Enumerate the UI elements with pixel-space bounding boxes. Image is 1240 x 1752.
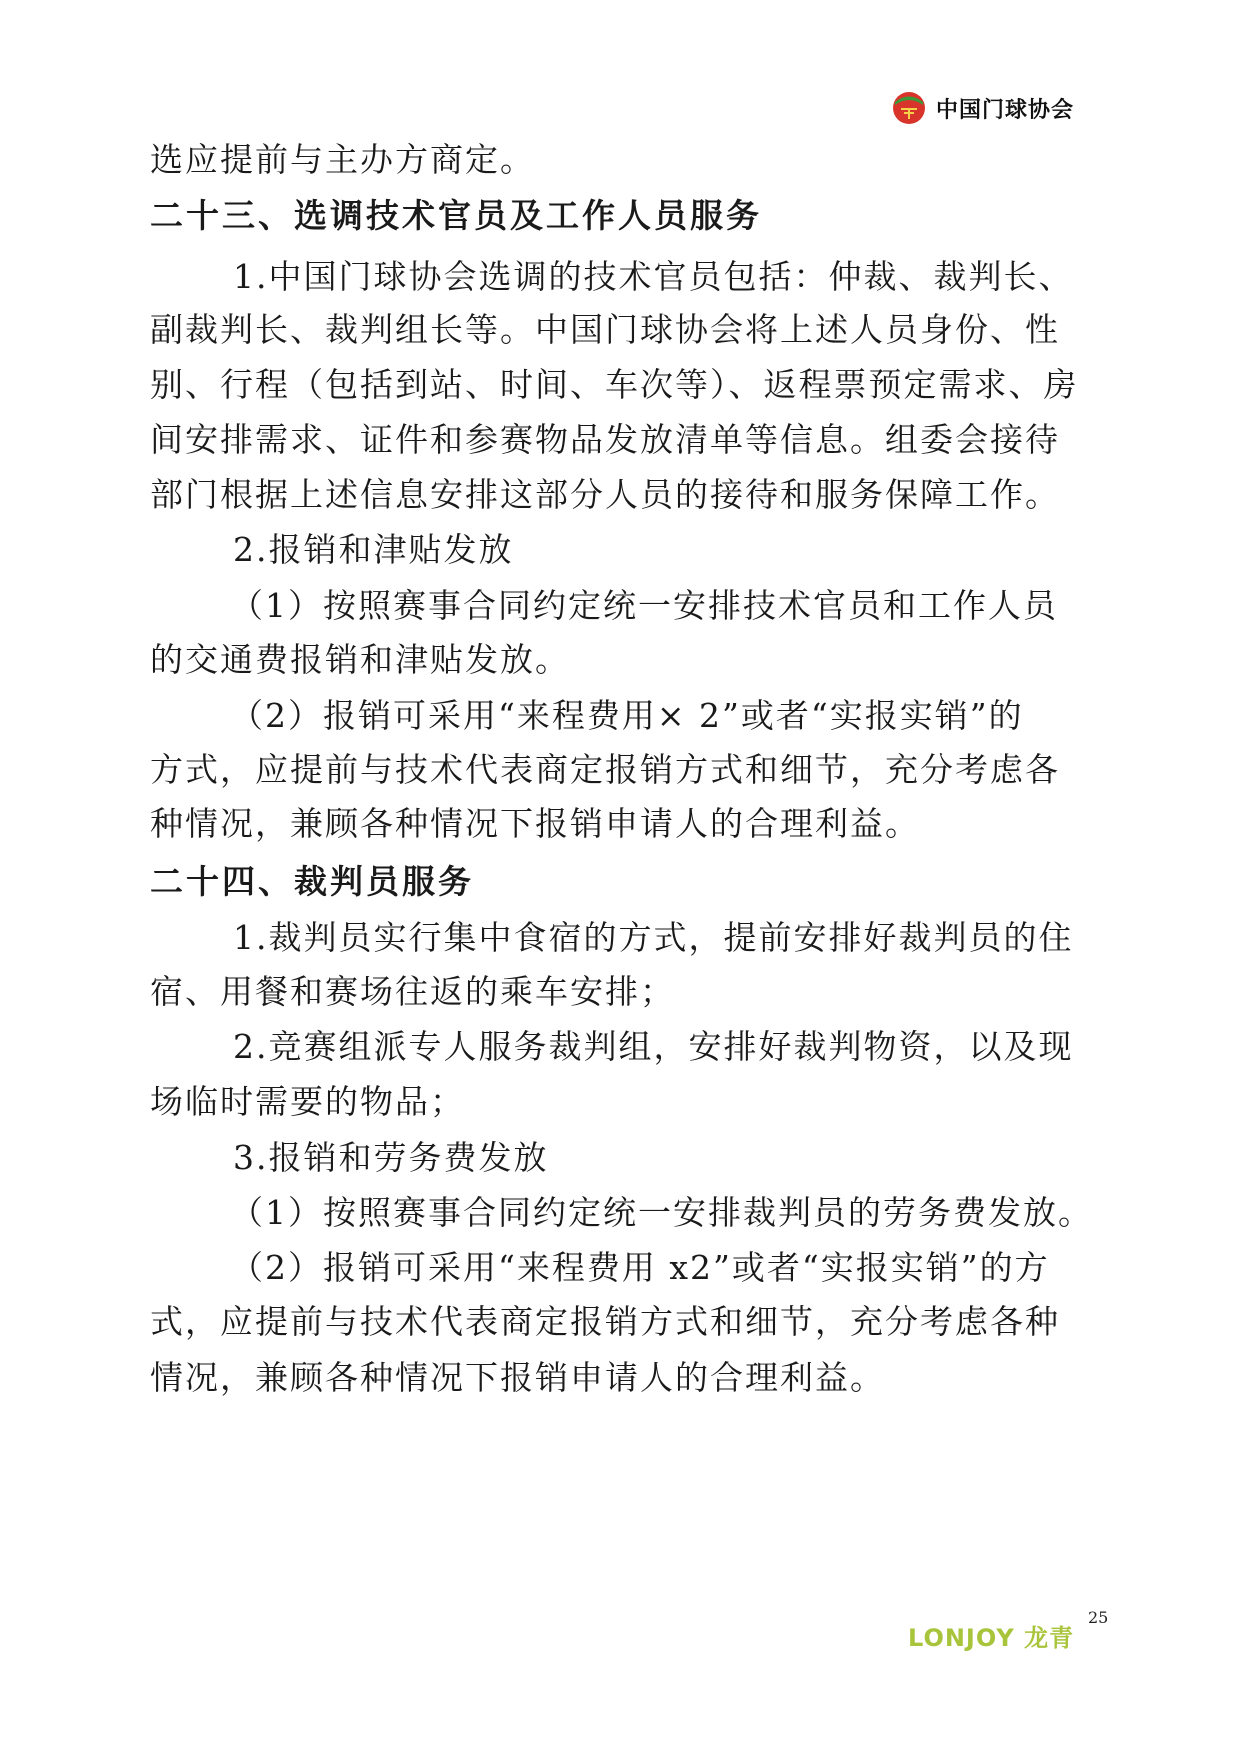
association-logo-icon: [892, 91, 926, 125]
text-line: 宿、用餐和赛场往返的乘车安排；: [150, 972, 675, 1011]
text-line: 方式，应提前与技术代表商定报销方式和细节，充分考虑各: [150, 750, 1060, 789]
text-line: （1）按照赛事合同约定统一安排技术官员和工作人员: [230, 586, 1058, 625]
text-line: 情况，兼顾各种情况下报销申请人的合理利益。: [150, 1358, 885, 1397]
header-org-name: 中国门球协会: [936, 97, 1075, 123]
text-line: 3.报销和劳务费发放: [233, 1138, 549, 1177]
text-line: 2.竞赛组派专人服务裁判组，安排好裁判物资，以及现: [233, 1027, 1074, 1066]
text-line: 副裁判长、裁判组长等。中国门球协会将上述人员身份、性: [150, 310, 1060, 349]
text-line: 种情况，兼顾各种情况下报销申请人的合理利益。: [150, 804, 920, 843]
text-line: 式，应提前与技术代表商定报销方式和细节，充分考虑各种: [150, 1302, 1060, 1341]
text-line: 部门根据上述信息安排这部分人员的接待和服务保障工作。: [150, 475, 1060, 514]
text-line: 2.报销和津贴发放: [233, 530, 514, 569]
text-line: （2）报销可采用“来程费用× 2”或者“实报实销”的: [230, 696, 1024, 735]
header-logo: [892, 88, 1074, 128]
section-heading-24: 二十四、裁判员服务: [150, 862, 474, 901]
text-line: （2）报销可采用“来程费用 x2”或者“实报实销”的方: [230, 1248, 1050, 1287]
text-line: （1）按照赛事合同约定统一安排裁判员的劳务费发放。: [230, 1193, 1093, 1232]
text-line: 选应提前与主办方商定。: [150, 140, 535, 179]
text-line: 的交通费报销和津贴发放。: [150, 640, 570, 679]
text-line: 别、行程（包括到站、时间、车次等）、返程票预定需求、房: [150, 365, 1079, 404]
section-heading-23: 二十三、选调技术官员及工作人员服务: [150, 196, 762, 235]
text-line: 1.中国门球协会选调的技术官员包括：仲裁、裁判长、: [233, 257, 1074, 296]
text-line: 1.裁判员实行集中食宿的方式，提前安排好裁判员的住: [233, 918, 1074, 957]
text-line: 场临时需要的物品；: [150, 1082, 465, 1121]
page-number: 25: [1088, 1608, 1109, 1627]
footer-brand: LONJOY 龙青: [908, 1624, 1075, 1652]
text-line: 间安排需求、证件和参赛物品发放清单等信息。组委会接待: [150, 420, 1060, 459]
